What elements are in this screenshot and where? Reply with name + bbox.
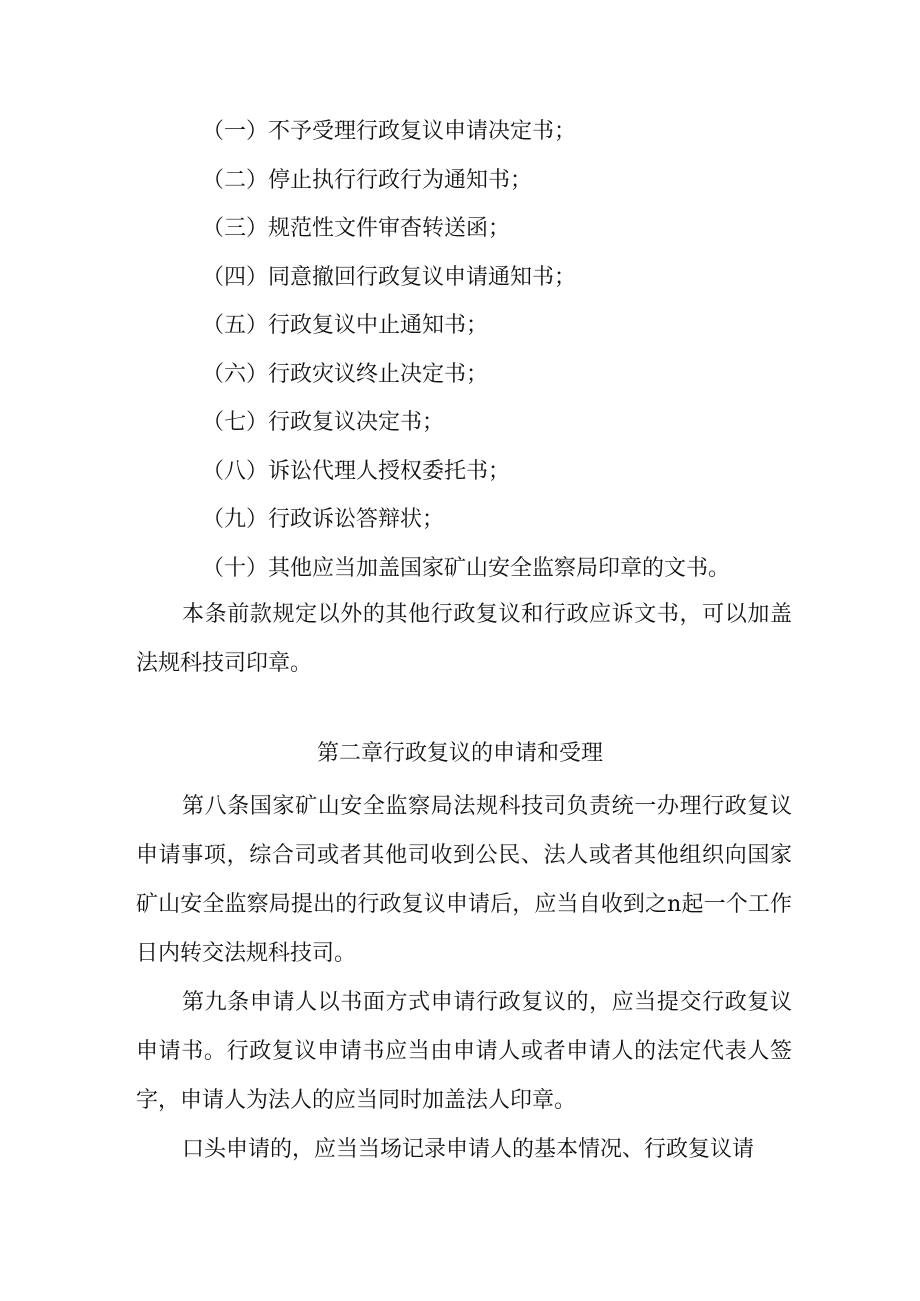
- list-item: （六）行政灾议终止决定书；: [202, 361, 489, 387]
- list-item: （一）不予受理行政复议申请决定书；: [202, 119, 577, 144]
- list-item: （七）行政复议决定书；: [202, 410, 445, 435]
- list-item: （二）停止执行行政行为通知书；: [202, 167, 533, 193]
- article-9-paragraph: 第九条申请人以书面方式申请行政复议的，应当提交行政复议申请书。行政复议申请书应当由申请人或者申请人的法定代表人签字，申请人为法人的应当同时加盖法人印章。: [136, 990, 792, 1113]
- document-type-list: [202, 108, 842, 593]
- chapter-title: 第二章行政复议的申请和受理: [316, 741, 603, 766]
- list-item: （五）行政复议中止通知书；: [202, 313, 489, 338]
- article-8-paragraph: 第八条国家矿山安全监察局法规科技司负责统一办理行政复议申请事项，综合司或者其他司收到公民、法人或者其他组织向国家矿山安全监察局提出的行政复议申请后，应当自收到之n起一个工作日内转交法规科技司。: [136, 794, 792, 966]
- list-item: （八）诉讼代理人授权委托书；: [202, 458, 511, 484]
- list-item: （三）规范性文件审杳转送函；: [202, 216, 511, 241]
- list-item: （九）行政诉讼答辩状；: [202, 507, 445, 532]
- paragraph-tail: 本条前款规定以外的其他行政复议和行政应诉文书，可以加盖法规科技司印章。: [136, 602, 792, 676]
- list-item: （四）同意撤回行政复议申请通知书；: [202, 264, 577, 290]
- oral-application-paragraph: 口头申请的，应当当场记录申请人的基本情况、行政复议请: [182, 1137, 755, 1162]
- list-item: （十）其他应当加盖国家矿山安全监察局印章的文书。: [202, 555, 731, 581]
